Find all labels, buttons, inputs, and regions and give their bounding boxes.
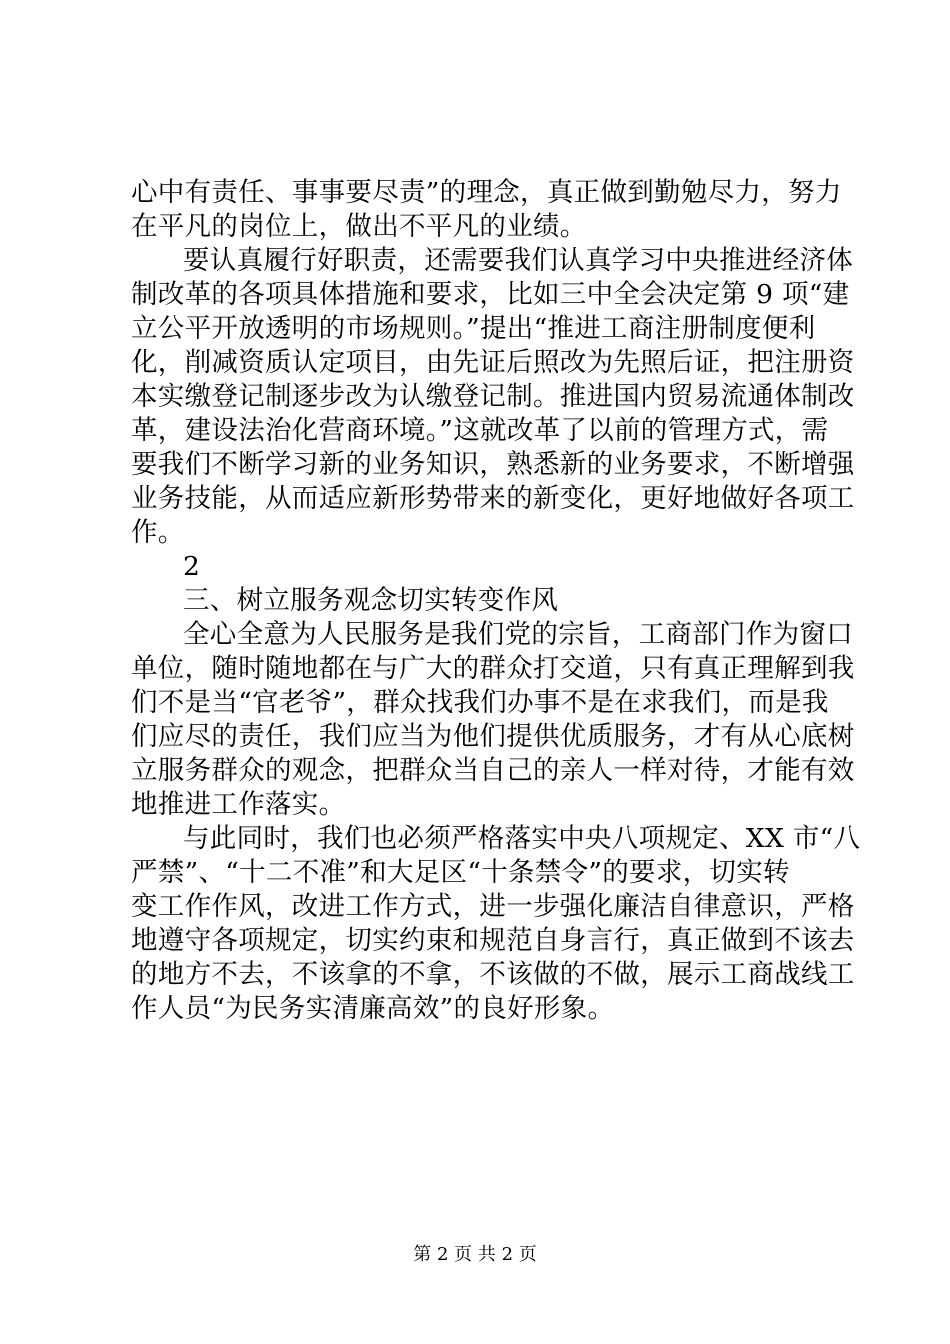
- page-footer: 第 2 页 共 2 页: [413, 1244, 537, 1265]
- text-line: 革，建设法治化营商环境。”这就改革了以前的管理方式，需: [131, 415, 829, 446]
- page-number-inline: 2: [183, 551, 201, 582]
- text-line: 地遵守各项规定，切实约束和规范自身言行，真正做到不该去: [131, 925, 855, 956]
- text-line: 作。: [131, 517, 185, 548]
- section-heading: 三、树立服务观念切实转变作风: [183, 585, 559, 616]
- text-line: 变工作作风，改进工作方式，进一步强化廉洁自律意识，严格: [131, 891, 855, 922]
- text-line: 单位，随时随地都在与广大的群众打交道，只有真正理解到我: [131, 653, 855, 684]
- text-line: 地推进工作落实。: [131, 789, 346, 820]
- text-line: 立公平开放透明的市场规则。”提出“推进工商注册制度便利: [131, 313, 816, 344]
- paragraph-start-line: 全心全意为人民服务是我们党的宗旨，工商部门作为窗口: [183, 619, 853, 650]
- text-line: 们不是当“官老爷”，群众找我们办事不是在求我们，而是我: [131, 687, 829, 718]
- text-line: 心中有责任、事事要尽责”的理念，真正做到勤勉尽力，努力: [131, 177, 842, 208]
- text-line: 立服务群众的观念，把群众当自己的亲人一样对待，才能有效: [131, 755, 855, 786]
- text-line: 化，削减资质认定项目，由先证后照改为先照后证，把注册资: [131, 347, 855, 378]
- text-line: 们应尽的责任，我们应当为他们提供优质服务，才有从心底树: [131, 721, 855, 752]
- paragraph-start-line: 与此同时，我们也必须严格落实中央八项规定、XX 市“八: [183, 823, 861, 854]
- text-line: 严禁”、“十二不准”和大足区“十条禁令”的要求，切实转: [131, 857, 790, 888]
- text-line: 本实缴登记制逐步改为认缴登记制。推进国内贸易流通体制改: [131, 381, 855, 412]
- text-line: 要我们不断学习新的业务知识，熟悉新的业务要求，不断增强: [131, 449, 855, 480]
- text-line: 制改革的各项具体措施和要求，比如三中全会决定第 9 项“建: [131, 279, 850, 310]
- text-line: 业务技能，从而适应新形势带来的新变化，更好地做好各项工: [131, 483, 855, 514]
- text-line: 的地方不去，不该拿的不拿，不该做的不做，展示工商战线工: [131, 959, 855, 990]
- paragraph-start-line: 要认真履行好职责，还需要我们认真学习中央推进经济体: [183, 245, 853, 276]
- text-line: 在平凡的岗位上，做出不平凡的业绩。: [131, 211, 587, 242]
- text-line: 作人员“为民务实清廉高效”的良好形象。: [131, 993, 615, 1024]
